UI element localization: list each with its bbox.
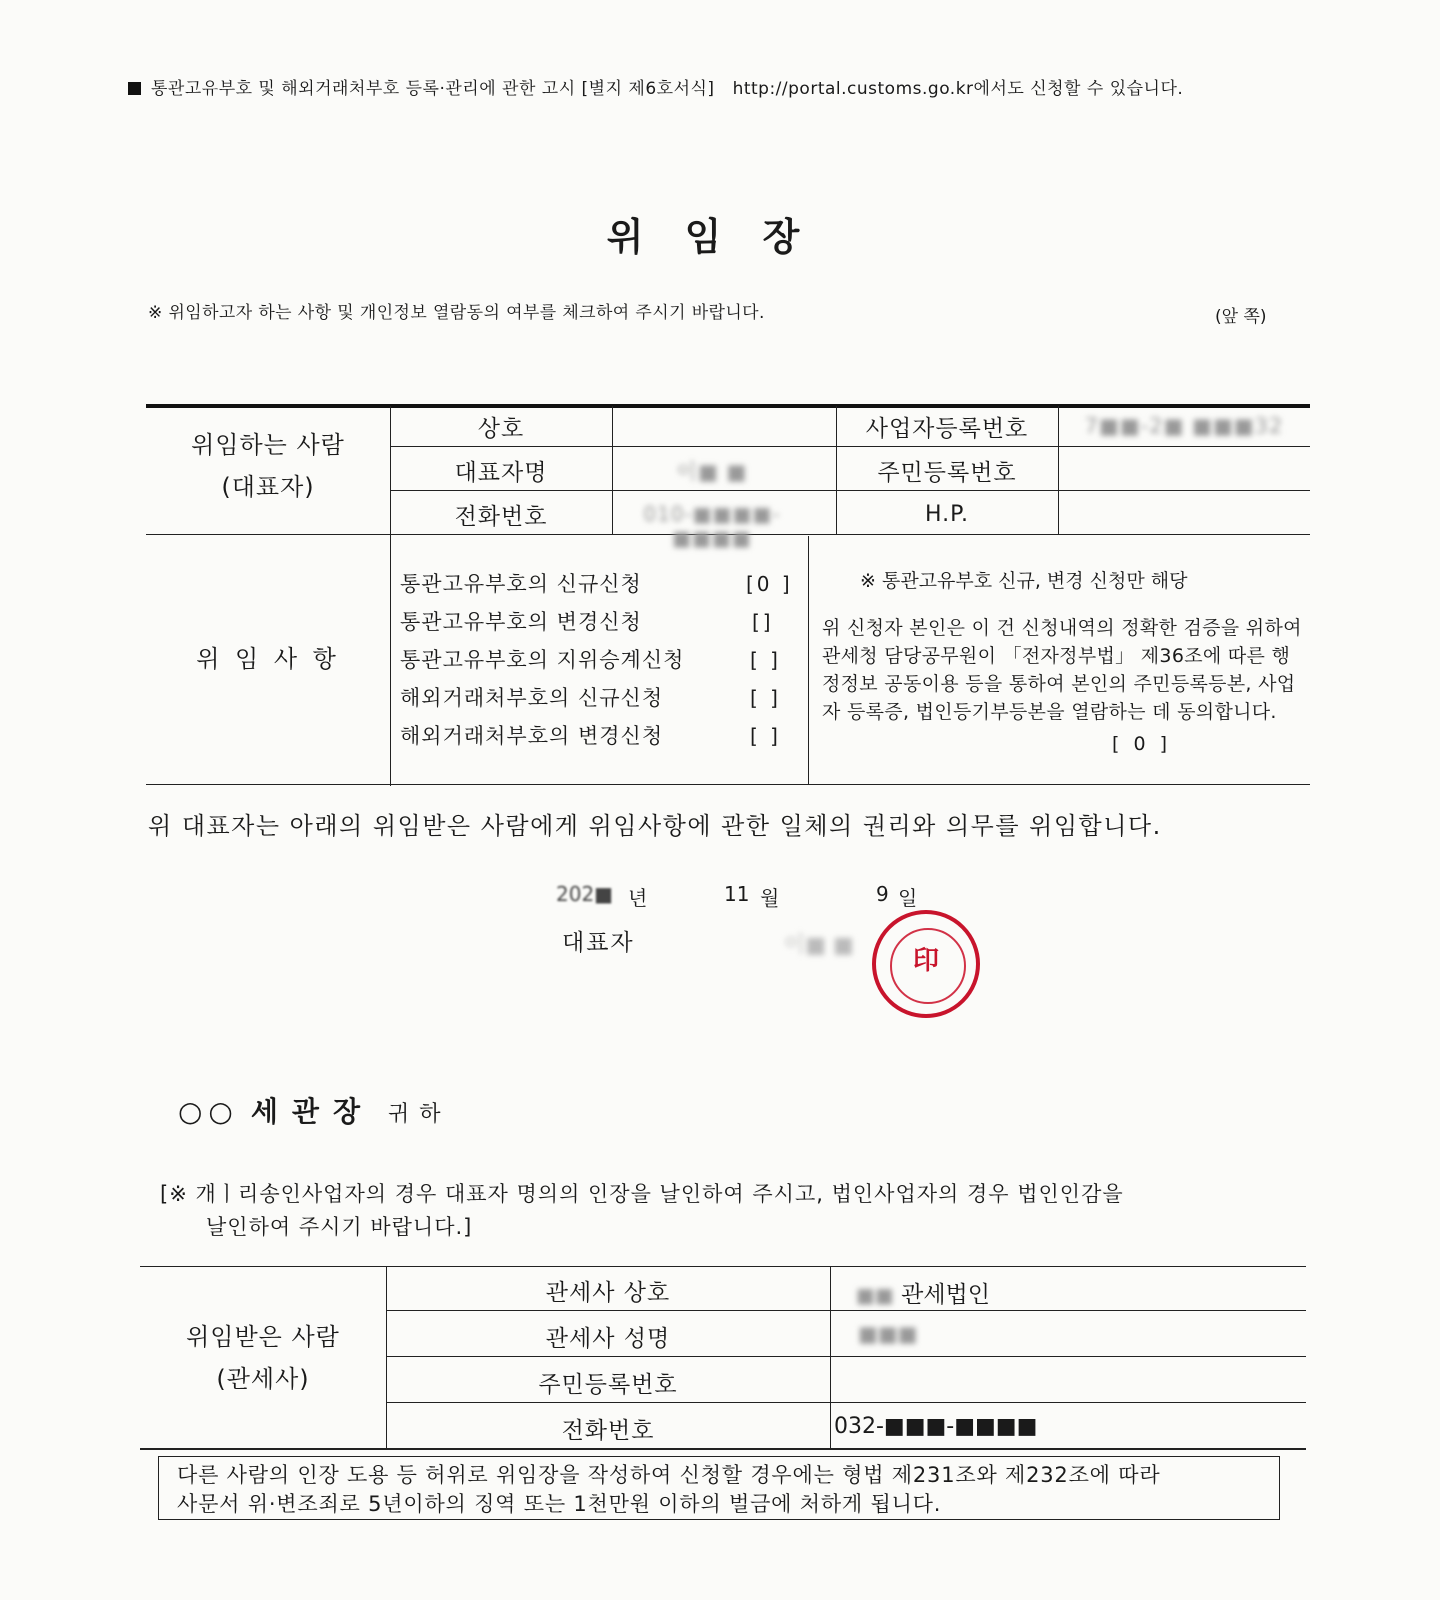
seal-character: 印 (912, 946, 939, 976)
consent-checkbox[interactable]: [ 0 ] (1112, 733, 1171, 755)
column-divider (830, 1266, 831, 1448)
broker-rrn-label: 주민등록번호 (538, 1372, 678, 1398)
warning-line2: 사문서 위·변조죄로 5년이하의 징역 또는 1천만원 이하의 벌금에 처하게 됩니다. (177, 1492, 942, 1516)
legal-warning-text (177, 1461, 1160, 1519)
consent-heading: ※ 통관고유부호 신규, 변경 신청만 해당 (860, 570, 1188, 592)
business-reg-no-label: 사업자등록번호 (865, 416, 1029, 442)
warning-line1: 다른 사람의 인장 도용 등 허위로 위임장을 작성하여 신청할 경우에는 형법 제231조와 제232조에 따라 (177, 1463, 1161, 1487)
seal-instruction-note (160, 1178, 1310, 1244)
customs-broker-name-value: ■■■ (858, 1322, 918, 1346)
addressee-title: 세관장 (250, 1095, 375, 1128)
page-side-label: (앞 쪽) (1215, 307, 1267, 327)
customs-broker-firm-value (856, 1276, 990, 1309)
customs-broker-name-label: 관세사 성명 (545, 1326, 671, 1352)
row-divider (390, 446, 1310, 447)
delegation-item: 통관고유부호의 신규신청 (400, 572, 642, 596)
row-divider (390, 490, 1310, 491)
row-divider (146, 784, 1310, 785)
bullet-square-icon (128, 82, 141, 95)
representative-label: 대표자 (562, 930, 635, 956)
representative-name-value: 이■ ■ (676, 460, 748, 484)
table-top-border (140, 1266, 1306, 1267)
date-month-unit: 월 (760, 886, 780, 910)
delegatee-label-line1: 위임받은 사람 (186, 1323, 340, 1351)
addressee-prefix: ○○ (178, 1095, 239, 1128)
seal-note-line1: [※ 개ㅣ리송인사업자의 경우 대표자 명의의 인장을 날인하여 주시고, 법인사업자의 경우 법인인감을 (160, 1182, 1124, 1206)
legal-warning-box (158, 1456, 1280, 1520)
phone-value: 010-■■■■-■■■■ (643, 502, 781, 550)
date-day: 9 (876, 882, 889, 906)
date-year: 202■ (556, 882, 614, 906)
customs-broker-firm-label: 관세사 상호 (545, 1280, 671, 1306)
delegation-item: 해외거래처부호의 변경신청 (400, 724, 664, 748)
delegation-item: 통관고유부호의 변경신청 (400, 610, 642, 634)
column-divider (808, 536, 809, 784)
phone-label: 전화번호 (454, 504, 548, 530)
delegation-item: 통관고유부호의 지위승계신청 (400, 648, 685, 672)
date-month: 11 (724, 882, 750, 906)
row-divider (386, 1310, 1306, 1311)
delegator-label-line2: (대표자) (221, 473, 315, 501)
hp-label: H.P. (925, 502, 969, 527)
representative-name: 이■ ■ (784, 933, 854, 958)
delegation-matters-label: 위 임 사 항 (196, 645, 340, 673)
portal-url-note: http://portal.customs.go.kr에서도 신청할 수 있습니다. (732, 79, 1184, 99)
red-seal-stamp (872, 910, 980, 1018)
delegation-checkbox[interactable]: [0 ] (746, 572, 793, 596)
delegator-label (146, 424, 390, 508)
addressee (178, 1090, 451, 1130)
broker-phone-label: 전화번호 (561, 1418, 655, 1444)
firm-name-suffix: 관세법인 (901, 1282, 990, 1308)
table-top-border (146, 404, 1310, 408)
representative-name-label: 대표자명 (454, 460, 548, 486)
delegation-checkbox[interactable]: [ ] (750, 686, 781, 710)
instruction-notice: ※ 위임하고자 하는 사항 및 개인정보 열람동의 여부를 체크하여 주시기 바랍니다. (148, 303, 765, 323)
table-bottom-border (140, 1448, 1306, 1450)
delegatee-label-line2: (관세사) (216, 1365, 310, 1393)
broker-phone-value: 032-■■■-■■■■ (834, 1414, 1038, 1439)
delegation-checkbox[interactable]: [ ] (750, 648, 781, 672)
delegator-label-line1: 위임하는 사람 (191, 431, 345, 459)
form-reference (128, 74, 1183, 99)
firm-name-redacted: ■■ (856, 1283, 894, 1307)
resident-reg-no-label: 주민등록번호 (877, 460, 1017, 486)
delegation-checkbox[interactable]: [ ] (750, 724, 781, 748)
delegatee-label (140, 1316, 386, 1400)
delegation-checkbox[interactable]: [] (752, 610, 774, 634)
consent-text: 위 신청자 본인은 이 건 신청내역의 정확한 검증을 위하여 관세청 담당공무원이 「전자정부법」 제36조에 따른 행정정보 공동이용 등을 통하여 본인의 주민등록등본, 사업자 등록증, 법인등기부등본을 열람하는 데 동의합니다. (822, 617, 1302, 723)
form-ref-text: 통관고유부호 및 해외거래처부호 등록·관리에 관한 고시 [별지 제6호서식] (151, 79, 715, 99)
business-reg-no-value: 7■■-2■ ■■■32 (1084, 414, 1284, 438)
row-divider (386, 1402, 1306, 1403)
delegation-statement: 위 대표자는 아래의 위임받은 사람에게 위임사항에 관한 일체의 권리와 의무를 위임합니다. (148, 812, 1162, 840)
company-name-label: 상호 (477, 416, 525, 442)
date-day-unit: 일 (898, 886, 918, 910)
row-divider (386, 1356, 1306, 1357)
seal-note-line2: 날인하여 주시기 바랍니다.] (206, 1215, 473, 1239)
date-year-unit: 년 (628, 886, 648, 910)
document-title: 위 임 장 (606, 215, 814, 259)
addressee-suffix: 귀하 (388, 1102, 451, 1127)
delegation-item: 해외거래처부호의 신규신청 (400, 686, 664, 710)
